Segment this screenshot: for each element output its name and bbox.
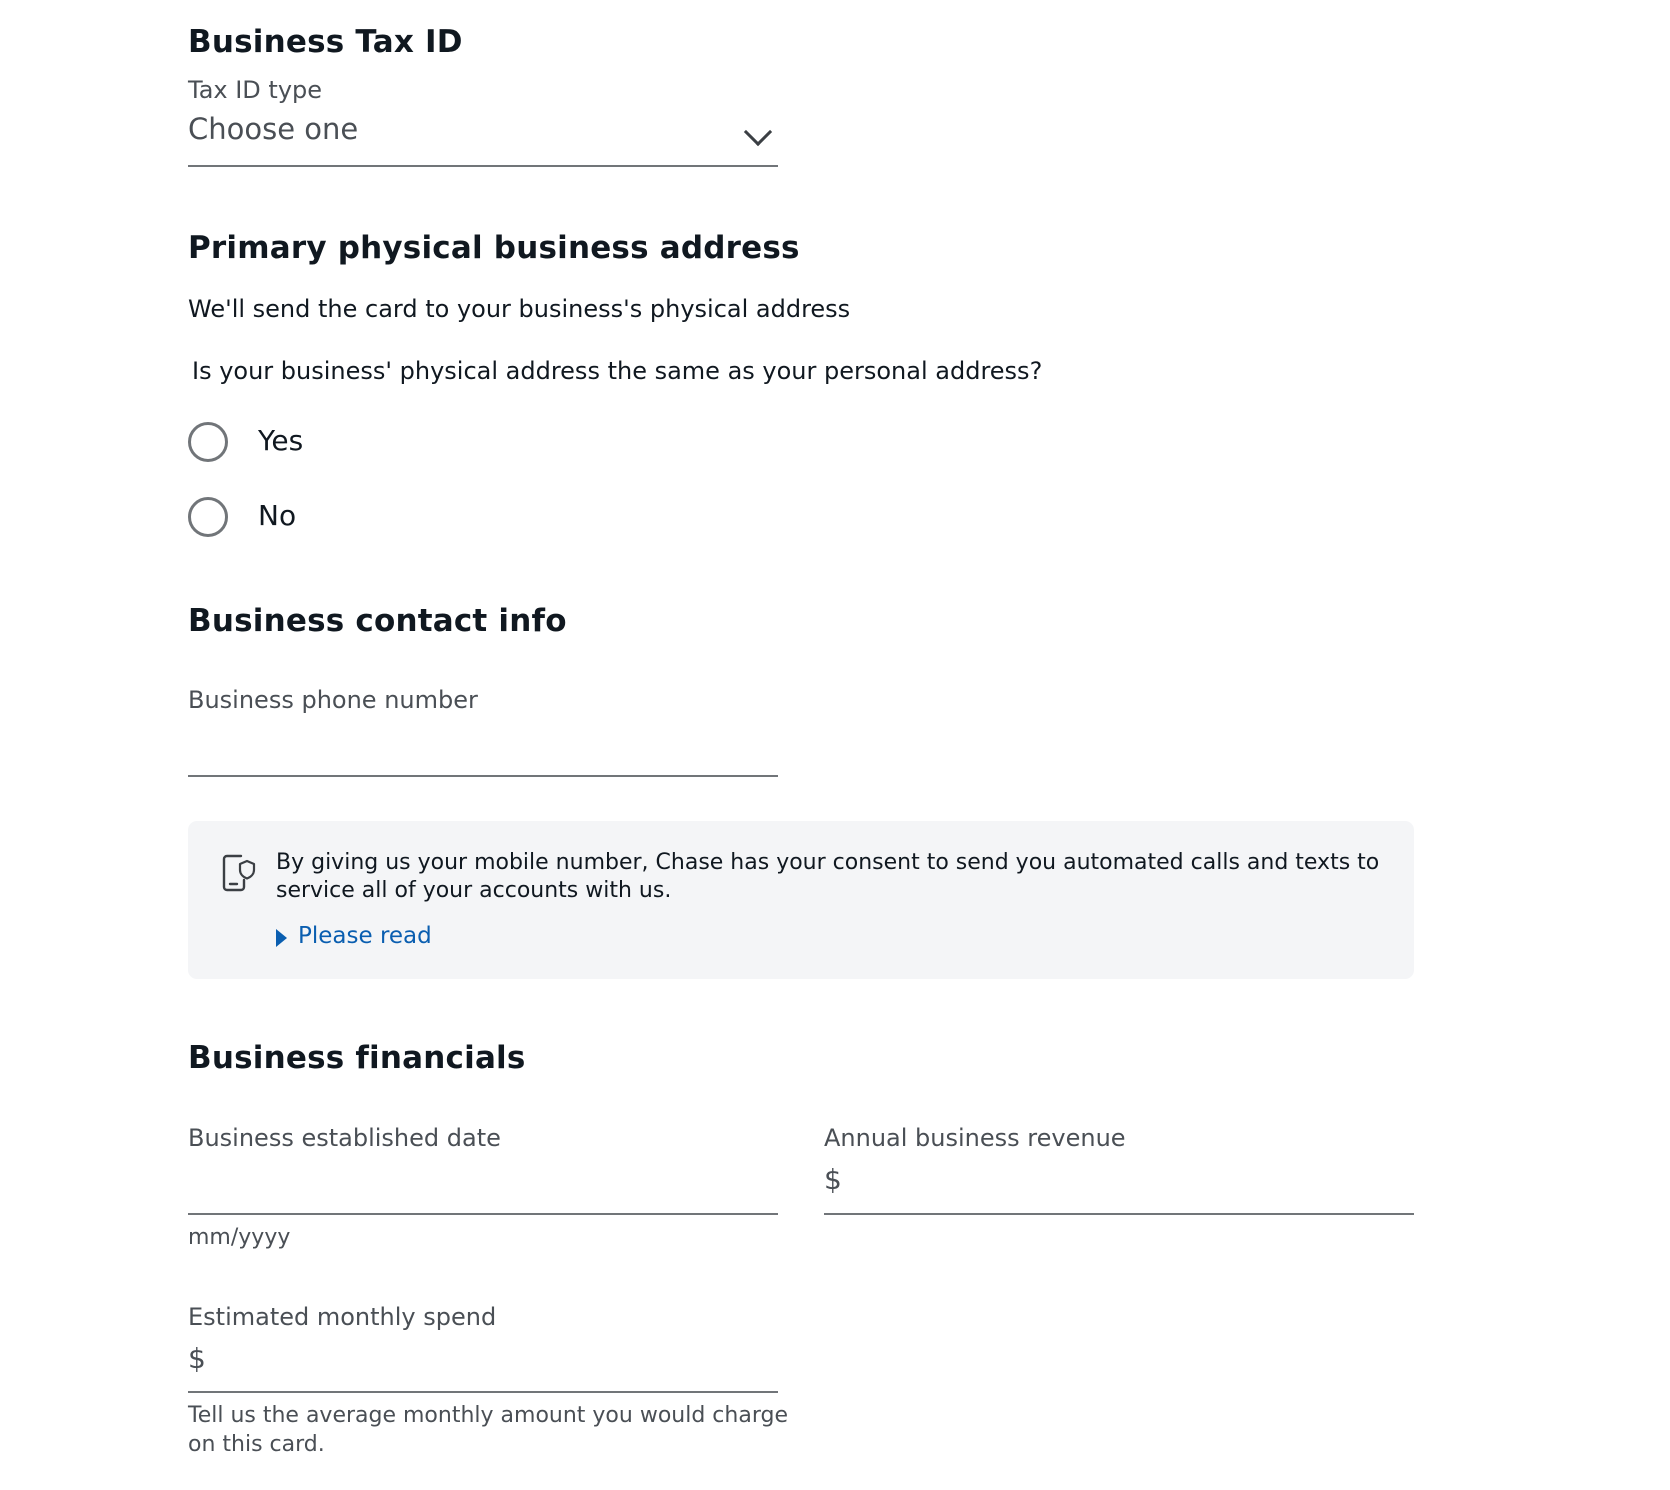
established-date-label: Business established date	[188, 1124, 501, 1152]
radio-no-circle[interactable]	[188, 497, 228, 537]
tax-id-type-underline	[188, 165, 778, 167]
address-section-title: Primary physical business address	[188, 230, 800, 266]
tax-id-type-label: Tax ID type	[188, 76, 323, 104]
annual-revenue-label: Annual business revenue	[824, 1124, 1126, 1152]
mobile-consent-notice	[188, 821, 1414, 979]
monthly-spend-currency: $	[188, 1342, 206, 1375]
contact-section-title: Business contact info	[188, 603, 567, 639]
tax-id-section-title: Business Tax ID	[188, 24, 463, 60]
annual-revenue-input[interactable]	[850, 1165, 1414, 1205]
tax-id-type-value: Choose one	[188, 112, 359, 146]
phone-underline	[188, 775, 778, 777]
address-description: We'll send the card to your business's physical address	[188, 295, 851, 323]
chevron-down-icon	[744, 118, 772, 146]
annual-revenue-underline	[824, 1213, 1414, 1215]
financials-section-title: Business financials	[188, 1040, 526, 1076]
please-read-link[interactable]: Please read	[298, 923, 432, 949]
address-question: Is your business' physical address the same as your personal address?	[192, 357, 1043, 385]
radio-option-yes[interactable]	[188, 422, 358, 466]
radio-no-label[interactable]: No	[258, 499, 297, 532]
phone-label: Business phone number	[188, 686, 478, 714]
monthly-spend-label: Estimated monthly spend	[188, 1303, 497, 1331]
radio-option-no[interactable]	[188, 497, 358, 541]
please-read-toggle[interactable]	[276, 923, 432, 953]
radio-yes-circle[interactable]	[188, 422, 228, 462]
mobile-phone-shield-icon	[221, 853, 257, 893]
tax-id-type-select[interactable]	[188, 108, 778, 168]
established-date-input[interactable]	[188, 1165, 778, 1205]
consent-text: By giving us your mobile number, Chase has your consent to send you automated calls and texts to service all of your accounts with us.	[276, 850, 1380, 903]
established-date-hint: mm/yyyy	[188, 1225, 291, 1250]
phone-input[interactable]	[188, 728, 778, 768]
monthly-spend-hint: Tell us the average monthly amount you would charge on this card.	[188, 1403, 788, 1457]
annual-revenue-currency: $	[824, 1163, 842, 1196]
radio-yes-label[interactable]: Yes	[258, 424, 304, 457]
established-date-underline	[188, 1213, 778, 1215]
monthly-spend-input[interactable]	[214, 1344, 778, 1384]
monthly-spend-underline	[188, 1391, 778, 1393]
caret-right-icon	[276, 929, 287, 947]
